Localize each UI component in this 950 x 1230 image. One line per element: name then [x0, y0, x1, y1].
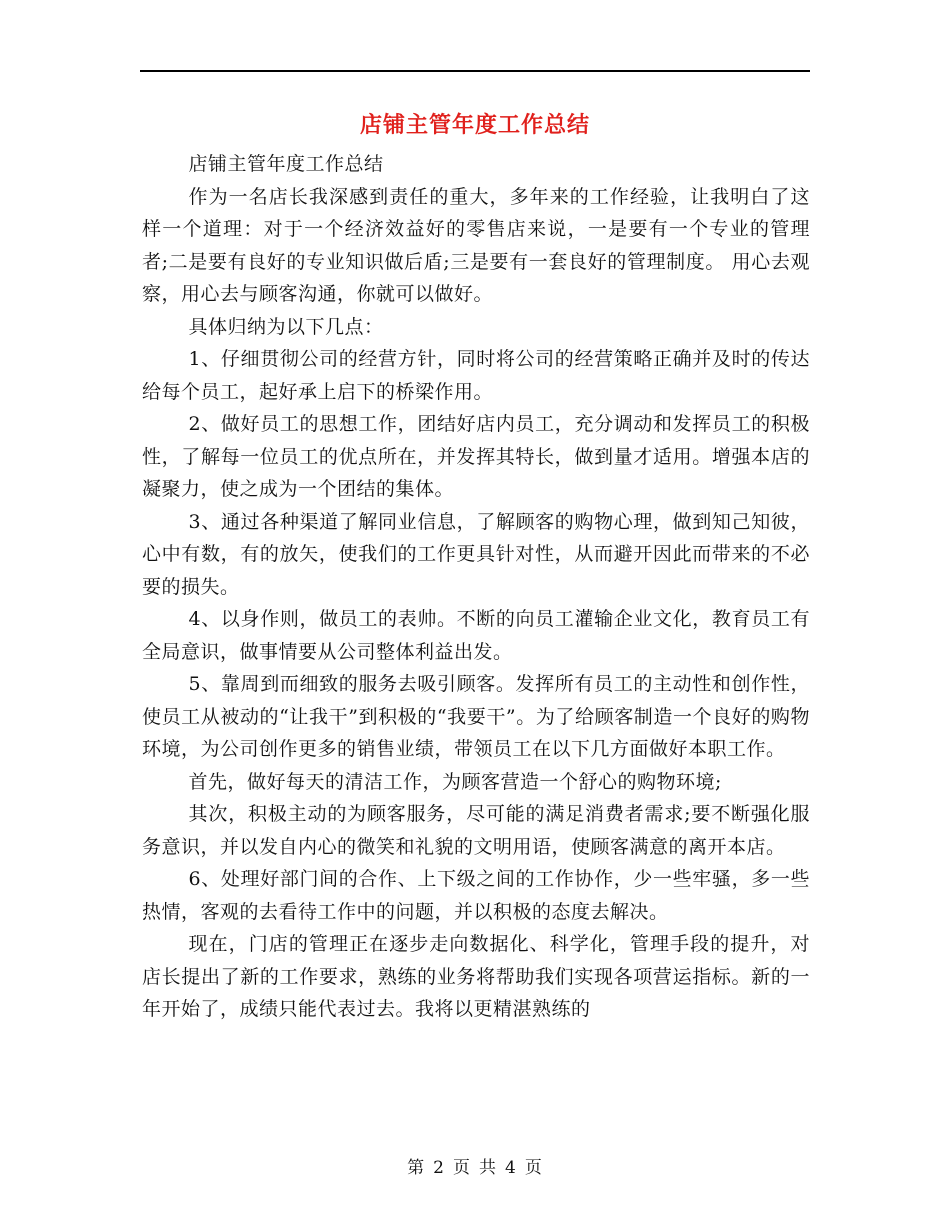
paragraph-point-5: 5、靠周到而细致的服务去吸引顾客。发挥所有员工的主动性和创作性，使员工从被动的“让我干”到积极的“我要干”。为了给顾客制造一个良好的购物环境，为公司创作更多的销售业绩，带领员工在以下几方面做好本职工作。 — [142, 673, 810, 760]
paragraph-point-6: 6、处理好部门间的合作、上下级之间的工作协作，少一些牢骚，多一些热情，客观的去看待工作中的问题，并以积极的态度去解决。 — [142, 868, 810, 923]
paragraph-point-3: 3、通过各种渠道了解同业信息，了解顾客的购物心理，做到知己知彼，心中有数，有的放矢，使我们的工作更具针对性，从而避开因此而带来的不必要的损失。 — [142, 510, 810, 598]
header-rule — [140, 70, 810, 72]
paragraph-first: 首先，做好每天的清洁工作，为顾客营造一个舒心的购物环境; — [188, 770, 722, 793]
document-title: 店铺主管年度工作总结 — [359, 112, 590, 138]
footer-suffix: 页 — [524, 1158, 543, 1178]
footer-page-label: 页 — [453, 1158, 471, 1178]
paragraph-second: 其次，积极主动的为顾客服务，尽可能的满足消费者需求;要不断强化服务意识，并以发自内心的微笑和礼貌的文明用语，使顾客满意的离开本店。 — [142, 803, 810, 858]
paragraph-summary-lead: 具体归纳为以下几点： — [188, 315, 384, 338]
paragraph-point-1: 1、仔细贯彻公司的经营方针，同时将公司的经营策略正确并及时的传达给每个员工，起好承上启下的桥梁作用。 — [142, 348, 810, 403]
page-footer — [0, 1153, 950, 1178]
paragraph-intro: 作为一名店长我深感到责任的重大，多年来的工作经验，让我明白了这样一个道理：对于一个经济效益好的零售店来说，一是要有一个专业的管理者;二是要有良好的专业知识做后盾;三是要有一套良好的管理制度。 用心去观察，用心去与顾客沟通，你就可以做好。 — [142, 185, 810, 305]
document-body — [142, 148, 810, 1026]
footer-current-page: 2 — [433, 1158, 445, 1178]
footer-total-label: 共 — [479, 1158, 497, 1178]
paragraph-point-2: 2、做好员工的思想工作，团结好店内员工，充分调动和发挥员工的积极性，了解每一位员工的优点所在，并发挥其特长，做到量才适用。增强本店的凝聚力，使之成为一个团结的集体。 — [142, 413, 810, 500]
footer-prefix: 第 — [407, 1158, 426, 1178]
paragraph-point-4: 4、以身作则，做员工的表帅。不断的向员工灌输企业文化，教育员工有全局意识，做事情要从公司整体利益出发。 — [142, 608, 810, 663]
footer-total-pages: 4 — [505, 1158, 517, 1178]
paragraph-closing: 现在，门店的管理正在逐步走向数据化、科学化，管理手段的提升，对店长提出了新的工作要求，熟练的业务将帮助我们实现各项营运指标。新的一年开始了，成绩只能代表过去。我将以更精湛熟练的 — [142, 933, 810, 1020]
paragraph-subtitle: 店铺主管年度工作总结 — [188, 153, 384, 175]
